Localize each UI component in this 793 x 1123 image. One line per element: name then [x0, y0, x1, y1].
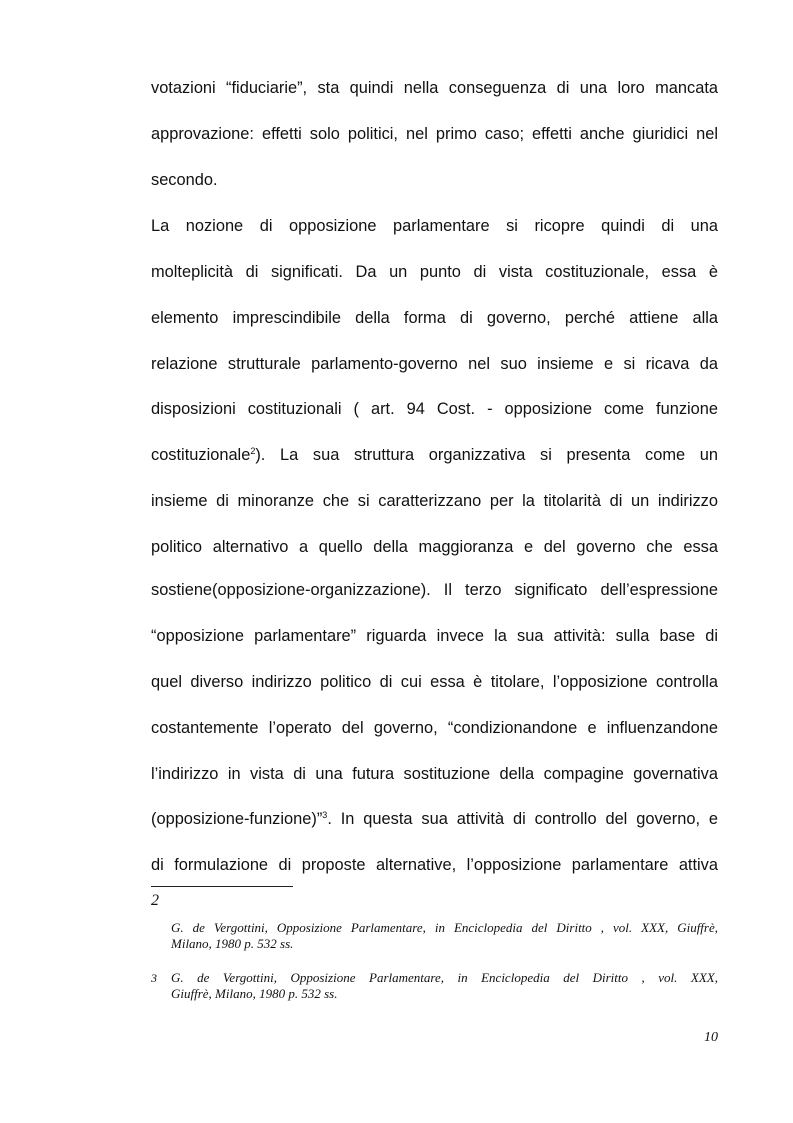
page-number: 10	[704, 1030, 718, 1045]
footnote-2-line-2: Milano, 1980 p. 532 ss.	[171, 936, 294, 951]
body-line-15: costantemente l’operato del governo, “condizionandone e influenzandone	[151, 719, 718, 737]
body-line-17-part-b: . In questa sua attività di controllo del governo, e	[327, 810, 718, 828]
body-line-2: approvazione: effetti solo politici, nel primo caso; effetti anche giuridici nel	[151, 125, 718, 143]
body-line-11: politico alternativo a quello della maggioranza e del governo che essa	[151, 538, 718, 556]
footnote-2-line-1: G. de Vergottini, Opposizione Parlamentare, in Enciclopedia del Diritto , vol. XXX, Giuffrè,	[171, 920, 718, 935]
body-line-16: l’indirizzo in vista di una futura sostituzione della compagine governativa	[151, 765, 718, 783]
footnote-ref-2: 2	[250, 446, 256, 456]
footnote-3-marker: 3	[151, 971, 157, 985]
footnote-separator	[151, 886, 293, 887]
footnote-ref-3: 3	[322, 810, 328, 820]
body-line-6: elemento imprescindibile della forma di governo, perché attiene alla	[151, 309, 718, 327]
body-line-12: sostiene(opposizione-organizzazione). Il terzo significato dell’espressione	[151, 581, 718, 599]
body-line-3: secondo.	[151, 171, 218, 189]
body-line-18: di formulazione di proposte alternative, l’opposizione parlamentare attiva	[151, 856, 718, 874]
body-line-10: insieme di minoranze che si caratterizzano per la titolarità di un indirizzo	[151, 492, 718, 510]
body-line-14: quel diverso indirizzo politico di cui essa è titolare, l’opposizione controlla	[151, 673, 718, 691]
body-line-4: La nozione di opposizione parlamentare si ricopre quindi di una	[151, 217, 718, 235]
body-line-17	[151, 809, 718, 829]
footnote-3-line-1: G. de Vergottini, Opposizione Parlamentare, in Enciclopedia del Diritto , vol. XXX,	[171, 970, 718, 985]
body-line-17-part-a: (opposizione-funzione)”	[151, 810, 323, 828]
footnote-3-line-2: Giuffrè, Milano, 1980 p. 532 ss.	[171, 986, 338, 1001]
body-line-7: relazione strutturale parlamento-governo nel suo insieme e si ricava da	[151, 355, 718, 373]
body-line-9-part-a: costituzionale	[151, 446, 251, 464]
body-line-5: molteplicità di significati. Da un punto di vista costituzionale, essa è	[151, 263, 718, 281]
body-line-9	[151, 445, 718, 465]
body-line-13: “opposizione parlamentare” riguarda invece la sua attività: sulla base di	[151, 627, 718, 645]
body-line-1: votazioni “fiduciarie”, sta quindi nella conseguenza di una loro mancata	[151, 79, 718, 97]
footnote-2-marker: 2	[151, 892, 159, 909]
body-line-8: disposizioni costituzionali ( art. 94 Cost. - opposizione come funzione	[151, 400, 718, 418]
body-line-9-part-b: ). La sua struttura organizzativa si presenta come un	[255, 446, 718, 464]
